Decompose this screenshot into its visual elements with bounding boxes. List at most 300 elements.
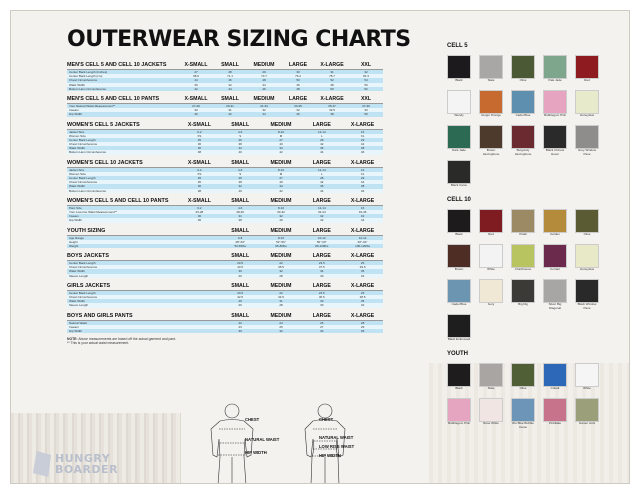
row-label: Center Back Length (Inches)	[69, 70, 108, 74]
row-label: Waist Width	[69, 299, 85, 304]
table-cell: 26	[238, 176, 242, 180]
table-cell: 25	[360, 261, 365, 266]
table-cell: 36	[197, 218, 202, 223]
label-natural-waist-left: NATURAL WAIST	[245, 437, 280, 442]
column-header: LARGE	[312, 312, 331, 319]
table-cell: 16	[360, 205, 365, 210]
table-cell: 38	[238, 218, 242, 223]
color-swatch	[543, 398, 571, 430]
color-swatch	[447, 125, 475, 157]
table-cell: 0-2	[197, 167, 202, 172]
color-swatch	[543, 90, 571, 122]
swatch-label: Honeydew	[579, 114, 595, 117]
column-header: X-LARGE	[350, 197, 375, 204]
table-cell	[179, 303, 220, 307]
table-title: BOYS AND GIRLS PANTS	[67, 312, 133, 319]
table-cell: 27	[279, 176, 283, 180]
table-cell: 38	[197, 150, 202, 155]
color-swatch	[575, 244, 603, 276]
table-cell: 42	[228, 82, 232, 87]
color-swatch	[479, 55, 507, 87]
table-cell: 32	[360, 273, 365, 278]
table-cell: 22	[279, 261, 283, 266]
table-cell: 34	[279, 146, 283, 151]
table-cell: 44	[262, 112, 266, 117]
table-cell: 26	[238, 303, 242, 308]
table-cell: 23.5	[318, 290, 325, 295]
row-label: Jacket Size	[69, 129, 85, 134]
color-swatch	[575, 398, 603, 430]
table-cell: 27	[194, 70, 198, 74]
table-cell: 40	[238, 150, 242, 155]
swatch-color-box	[511, 90, 535, 114]
table-cell: 30	[320, 303, 324, 308]
swatch-color-box	[511, 125, 535, 149]
note-text-2: ** This is your actual waist measurement.	[67, 341, 130, 346]
note-label: NOTE:	[67, 337, 78, 342]
row-label: Chest Circumference	[69, 265, 98, 270]
color-swatch	[543, 363, 571, 395]
table-cell: 48	[262, 78, 266, 83]
table-cell: 29	[360, 324, 365, 329]
swatch-label: Olive	[583, 233, 591, 236]
table-row	[67, 244, 383, 248]
table-cell: 4-6	[238, 129, 243, 134]
table-cell: 36	[320, 184, 324, 189]
table-cell: 20.5	[237, 290, 244, 295]
sizing-table	[67, 252, 383, 278]
table-cell: 12-14	[358, 235, 367, 240]
table-title: MEN'S CELL 5 AND CELL 10 PANTS	[67, 95, 160, 102]
table-cell: 34.5	[278, 295, 284, 299]
column-header: MEDIUM	[270, 312, 292, 319]
swatch-label: Olive	[519, 387, 527, 390]
table-header	[67, 95, 383, 104]
sizing-table	[67, 312, 383, 334]
table-cell: M	[279, 133, 283, 138]
swatch-label: Golden	[550, 233, 560, 236]
table-cell: 39.5	[359, 265, 366, 270]
table-cell: 29	[360, 137, 365, 142]
sizing-table	[67, 61, 383, 91]
logo-line-1: HUNGRY	[55, 452, 111, 465]
table-cell: XL	[360, 171, 365, 176]
row-label: Natural Waist	[69, 320, 87, 325]
table-title: MEN'S CELL 5 AND CELL 10 JACKETS	[67, 62, 167, 68]
column-header: SMALL	[221, 95, 239, 102]
row-label: Chest Circumference	[69, 180, 98, 185]
table-cell: 12-14	[317, 129, 326, 134]
logo-mark-icon	[33, 451, 51, 477]
row-label: Center Back Length (cm)	[69, 74, 103, 79]
swatch-label: Black	[455, 387, 463, 390]
swatch-label: Rose White	[483, 422, 499, 425]
column-header: X-SMALL	[187, 159, 211, 166]
logo-line-2: BOARDER	[55, 463, 119, 476]
column-header: X-LARGE	[320, 62, 344, 68]
swatch-label: Brown	[454, 268, 464, 271]
table-cell: 40	[194, 82, 198, 87]
table-cell: L	[320, 133, 323, 138]
color-swatches	[447, 41, 627, 433]
table-cell: 4-6	[238, 167, 243, 172]
row-label: Women Size	[69, 133, 86, 138]
table-cell: 48"-52"	[235, 239, 246, 244]
swatch-label: Cobalt	[550, 387, 560, 390]
table-cell: 36	[360, 269, 365, 274]
label-natural-waist-right: NATURAL WAIST	[319, 435, 354, 440]
row-label: Sleeve Length	[69, 303, 89, 308]
table-cell: 46	[296, 112, 300, 117]
column-header: LARGE	[312, 121, 331, 128]
table-cell: 20.5	[237, 261, 244, 266]
swatch-color-box	[543, 398, 567, 422]
table-cell: 40	[279, 180, 283, 185]
table-header	[67, 312, 383, 321]
swatch-color-box	[447, 90, 471, 114]
color-swatch	[447, 398, 475, 430]
table-cell	[179, 244, 220, 248]
table-cell: 37.5	[318, 265, 325, 270]
table-row	[67, 87, 383, 91]
table-cell: 23.5	[318, 261, 325, 266]
column-header: SMALL	[221, 62, 239, 68]
table-cell: 28	[279, 303, 283, 308]
row-label: Center Back Length	[69, 176, 96, 180]
table-header	[67, 121, 383, 130]
table-cell: 76.2	[295, 74, 301, 79]
swatch-color-box	[479, 125, 503, 149]
label-hip-width-left: HIP WIDTH	[245, 450, 267, 455]
table-cell: 48	[296, 86, 300, 91]
column-header: X-LARGE	[320, 95, 344, 102]
table-cell: 8-10	[277, 167, 284, 172]
row-label: Hip Width	[69, 218, 83, 223]
column-header: MEDIUM	[270, 282, 292, 289]
swatch-color-box	[447, 279, 471, 303]
color-swatch	[575, 279, 603, 311]
swatch-grid	[447, 363, 627, 433]
table-cell: 29-31	[226, 103, 234, 108]
table-cell: 32	[279, 269, 283, 274]
column-header: SMALL	[231, 159, 250, 166]
color-swatch	[447, 314, 475, 346]
table-cell	[179, 329, 220, 333]
label-hip-width-right: HIP WIDTH	[319, 453, 341, 458]
column-header: LARGE	[312, 159, 331, 166]
swatch-color-box	[447, 160, 471, 184]
swatch-color-box	[511, 279, 535, 303]
swatch-color-box	[511, 363, 535, 387]
color-swatch	[511, 244, 539, 276]
column-header: MEDIUM	[270, 121, 292, 128]
column-header: LARGE	[312, 282, 331, 289]
row-label: Pant Size	[69, 205, 82, 210]
table-cell: 28	[320, 137, 324, 142]
row-label: Waist Width	[69, 146, 85, 151]
table-cell	[179, 274, 220, 278]
table-cell: 32	[364, 70, 368, 74]
sizing-tables	[67, 61, 383, 345]
table-title: BOYS JACKETS	[67, 253, 109, 260]
table-cell: 36.5	[318, 295, 325, 299]
color-swatch	[543, 55, 571, 87]
table-cell: M	[279, 171, 283, 176]
table-cell: 44	[262, 82, 266, 87]
swatch-color-box	[575, 279, 599, 303]
table-cell: 24	[279, 320, 283, 325]
table-cell: 32-34	[317, 209, 326, 214]
swatch-label: Black	[455, 233, 463, 236]
swatch-color-box	[447, 209, 471, 233]
table-cell: 26	[238, 273, 242, 278]
column-header: MEDIUM	[253, 95, 275, 102]
swatch-color-box	[447, 398, 471, 422]
table-cell: 30	[194, 108, 198, 113]
swatch-color-box	[575, 209, 599, 233]
table-cell: 27	[320, 324, 324, 329]
row-label: Weight	[69, 243, 79, 248]
table-cell: 36	[320, 146, 324, 151]
column-header: MEDIUM	[270, 253, 292, 260]
table-cell: 31	[238, 214, 242, 219]
column-header: SMALL	[231, 253, 250, 260]
table-cell: 26	[320, 320, 324, 325]
swatch-grid	[447, 55, 627, 195]
row-label: Waist Width	[69, 184, 85, 189]
row-label: Chest Circumference	[69, 78, 98, 83]
table-cell: 65-80lbs	[275, 243, 287, 248]
swatch-label: Black Camo	[450, 184, 468, 187]
table-cell: 38	[238, 142, 242, 147]
swatch-label: Black Chinois Hover	[545, 149, 565, 156]
row-label: Age Range	[69, 235, 85, 240]
color-swatch	[479, 209, 507, 241]
table-cell: 25	[197, 176, 202, 180]
color-swatch	[479, 363, 507, 395]
table-cell: 27	[279, 137, 283, 142]
row-label: Women Size	[69, 171, 86, 176]
color-swatch	[447, 90, 475, 122]
swatch-color-box	[479, 279, 503, 303]
swatch-color-box	[479, 55, 503, 79]
table-cell: 31	[279, 299, 283, 304]
table-cell: 32	[360, 303, 365, 308]
table-cell: 6-8	[238, 235, 243, 240]
swatch-label: Burgundy Herringbone	[514, 149, 532, 156]
table-cell: 36	[197, 142, 202, 147]
row-label: Chest Circumference	[69, 142, 98, 147]
table-cell: 42	[279, 188, 283, 193]
table-header	[67, 227, 383, 236]
column-header: MEDIUM	[253, 62, 275, 68]
table-cell: 42	[320, 142, 324, 147]
swatch-label: Black Window Pane	[577, 303, 597, 310]
note-text: Above measurements are based off the actual garment and pant.	[78, 337, 177, 342]
color-swatch	[511, 55, 539, 87]
table-cell: 22	[238, 320, 242, 325]
swatch-color-box	[479, 209, 503, 233]
swatch-color-box	[543, 244, 567, 268]
swatch-color-box	[447, 363, 471, 387]
row-label: Bottom Hem Circumference	[69, 188, 107, 193]
swatch-color-box	[543, 125, 567, 149]
sizing-note	[67, 337, 383, 345]
color-swatch	[511, 90, 539, 122]
table-cell: 46	[228, 78, 232, 83]
color-swatch	[479, 244, 507, 276]
table-cell: 42	[320, 180, 324, 185]
row-label: Jacket Size	[69, 167, 85, 172]
table-cell: 29	[262, 70, 266, 74]
table-cell: 50	[296, 78, 300, 83]
table-cell: 44	[194, 78, 198, 83]
row-label: Hip Width	[69, 328, 83, 333]
color-swatch	[447, 55, 475, 87]
table-cell: 32	[262, 108, 266, 113]
swatch-label: Wendy	[454, 114, 464, 117]
table-cell: S	[239, 171, 242, 176]
color-swatch	[511, 363, 539, 395]
table-cell: 44	[320, 188, 324, 193]
table-cell: XS	[197, 133, 202, 138]
column-header: LARGE	[312, 197, 331, 204]
table-cell: 35-37	[328, 103, 336, 108]
swatch-color-box	[575, 55, 599, 79]
swatch-color-box	[543, 55, 567, 79]
body-outline-illustration	[187, 399, 377, 484]
table-cell: 78.7	[329, 74, 335, 79]
swatch-color-box	[543, 209, 567, 233]
table-row	[67, 218, 383, 222]
color-swatch	[575, 209, 603, 241]
table-cell: 81.3	[363, 74, 369, 79]
label-chest-right: CHEST	[319, 417, 334, 422]
table-cell: 52	[364, 86, 368, 91]
table-cell: L	[320, 171, 323, 176]
swatch-label: Khaki	[519, 233, 527, 236]
color-swatch	[479, 90, 507, 122]
table-cell: 29	[238, 299, 242, 304]
swatch-label: Brown Herringbone	[482, 149, 500, 156]
swatch-label: Dark Jade	[452, 149, 466, 152]
sizing-table	[67, 95, 383, 117]
swatch-color-box	[543, 90, 567, 114]
column-header: LARGE	[288, 62, 308, 68]
table-cell: 52	[330, 78, 334, 83]
swatch-label: Cadet Blue	[515, 114, 531, 117]
table-cell: 16	[360, 129, 365, 134]
column-header: LARGE	[312, 253, 331, 260]
swatch-color-box	[575, 398, 599, 422]
table-cell: 80-100lbs	[315, 243, 329, 248]
table-cell: 42	[194, 86, 198, 91]
table-cell: 30	[238, 269, 242, 274]
color-swatch	[447, 160, 475, 192]
table-cell: 46	[262, 86, 266, 91]
swatch-color-box	[575, 244, 599, 268]
table-cell: 38	[238, 180, 242, 185]
table-cell: 50	[364, 82, 368, 87]
table-header	[67, 61, 383, 70]
color-swatch	[447, 209, 475, 241]
color-swatch	[543, 209, 571, 241]
table-cell: 8-10	[277, 129, 284, 134]
row-label: Hip Width	[69, 112, 83, 117]
table-cell: 30	[197, 214, 202, 219]
table-header	[67, 197, 383, 206]
swatch-color-box	[447, 244, 471, 268]
color-swatch	[447, 279, 475, 311]
table-cell: 44	[360, 180, 365, 185]
column-header: X-SMALL	[184, 95, 208, 102]
row-label: Waist Width	[69, 269, 85, 274]
table-cell: 0-2	[197, 205, 202, 210]
swatch-label: Honeydew	[579, 268, 595, 271]
table-cell: 50-65lbs	[234, 243, 246, 248]
column-header: X-LARGE	[350, 159, 375, 166]
table-cell: 31	[228, 108, 232, 113]
swatch-color-box	[447, 55, 471, 79]
row-label: Your Natural Waist Measurement**	[69, 103, 116, 108]
swatch-color-box	[511, 244, 535, 268]
swatch-color-box	[511, 55, 535, 79]
color-swatch	[575, 55, 603, 87]
swatch-label: Chartbreuse	[514, 268, 532, 271]
table-cell: 12-14	[317, 205, 326, 210]
table-cell: 42	[320, 218, 324, 223]
table-header	[67, 252, 383, 261]
table-row	[67, 274, 383, 278]
table-cell: 32	[238, 184, 242, 189]
table-cell: 40	[194, 112, 198, 117]
measurement-figure	[187, 399, 377, 484]
table-cell: 40	[279, 142, 283, 147]
table-cell: 71.1	[227, 74, 233, 79]
swatch-color-box	[479, 244, 503, 268]
table-cell: 44	[360, 218, 365, 223]
table-cell: 8-10	[277, 235, 284, 240]
swatch-label: Ginger Orange	[481, 114, 501, 117]
table-cell: 16	[360, 167, 365, 172]
swatch-color-box	[575, 90, 599, 114]
table-title: YOUTH SIZING	[67, 227, 106, 234]
table-cell: 33	[364, 108, 368, 113]
swatch-color-box	[575, 125, 599, 149]
table-cell: 46	[296, 82, 300, 87]
column-header: SMALL	[231, 282, 250, 289]
table-cell: 32	[296, 108, 300, 113]
table-cell: 32	[320, 214, 324, 219]
color-swatch	[575, 125, 603, 157]
swatch-label: White	[583, 387, 591, 390]
swatch-color-box	[447, 314, 471, 338]
sizing-table	[67, 282, 383, 308]
swatch-group-title: CELL 5	[447, 43, 468, 49]
color-swatch	[511, 398, 539, 430]
table-cell: 68.6	[193, 74, 199, 79]
table-cell: 50	[330, 86, 334, 91]
table-cell: 73.7	[261, 74, 267, 79]
swatch-color-box	[447, 125, 471, 149]
color-swatch	[479, 279, 507, 311]
table-title: GIRLS JACKETS	[67, 282, 111, 289]
swatch-label: Slate	[487, 387, 495, 390]
label-chest-left: CHEST	[245, 417, 260, 422]
table-cell: 27-29	[192, 103, 200, 108]
table-cell: XS	[197, 171, 202, 176]
swatch-color-box	[479, 398, 503, 422]
